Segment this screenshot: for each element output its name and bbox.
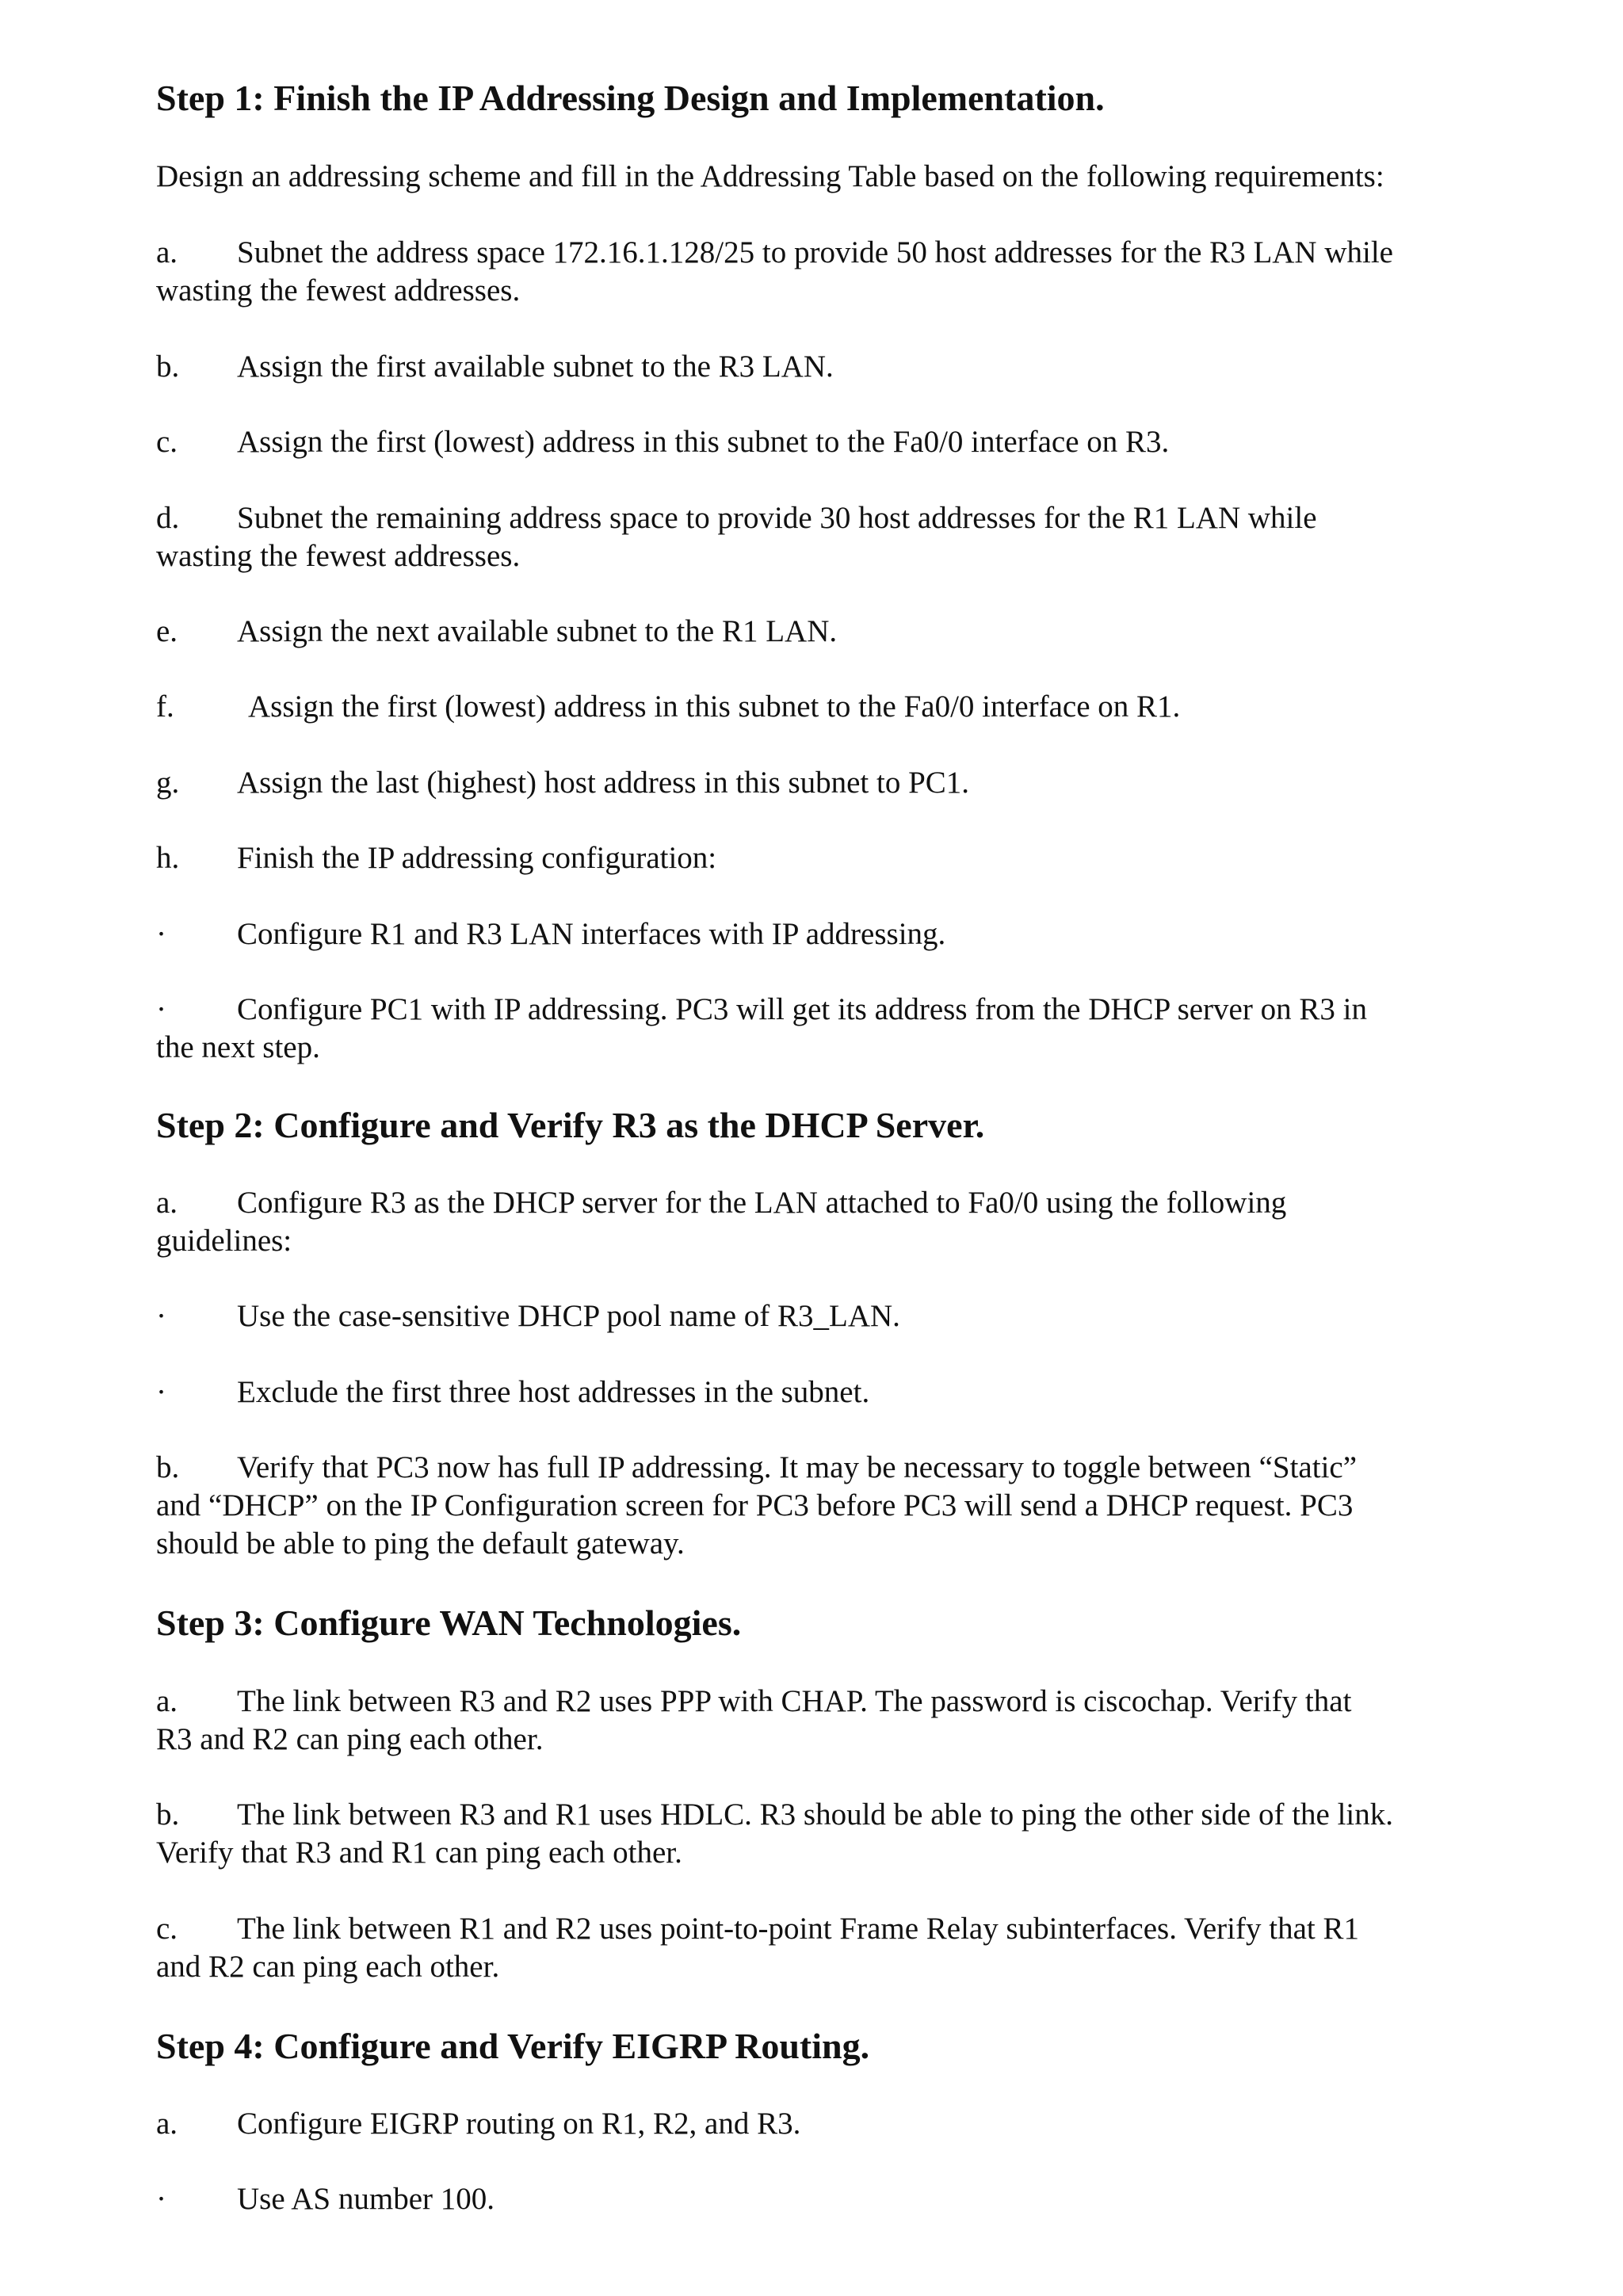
item-text: Use AS number 100. — [237, 2182, 495, 2216]
item-text: Configure R3 as the DHCP server for the LAN attached to Fa0/0 using the following — [237, 1186, 1287, 1220]
step1-item-a-cont: wasting the fewest addresses. — [156, 273, 521, 308]
bullet-marker: · — [156, 1375, 166, 1409]
item-marker: f. — [156, 690, 174, 724]
item-text: Subnet the remaining address space to provide 30 host addresses for the R1 LAN while — [237, 501, 1317, 535]
step1-item-h — [156, 839, 716, 877]
item-marker: e. — [156, 614, 178, 648]
step2-bullet-1 — [156, 1297, 900, 1335]
step1-item-d — [156, 499, 1317, 537]
step1-heading: Step 1: Finish the IP Addressing Design and Implementation. — [156, 78, 1105, 118]
item-text: Configure PC1 with IP addressing. PC3 will get its address from the DHCP server on R3 in — [237, 992, 1367, 1026]
step1-item-d-cont: wasting the fewest addresses. — [156, 539, 521, 573]
step2-item-b-cont-1: and “DHCP” on the IP Configuration screen for PC3 before PC3 will send a DHCP request. PC3 — [156, 1488, 1354, 1522]
step1-item-c — [156, 423, 1169, 461]
step3-item-b — [156, 1796, 1393, 1834]
step4-heading: Step 4: Configure and Verify EIGRP Routing. — [156, 2026, 870, 2066]
step1-bullet-2-cont: the next step. — [156, 1030, 320, 1064]
step1-item-f — [156, 688, 1180, 726]
item-marker: b. — [156, 350, 180, 384]
bullet-marker: · — [156, 917, 166, 951]
item-marker: c. — [156, 1912, 178, 1946]
item-text: The link between R1 and R2 uses point-to-point Frame Relay subinterfaces. Verify that R1 — [237, 1912, 1359, 1946]
item-text: Subnet the address space 172.16.1.128/25 to provide 50 host addresses for the R3 LAN while — [237, 235, 1393, 269]
item-text: Finish the IP addressing configuration: — [237, 841, 717, 875]
step4-bullet-1 — [156, 2180, 495, 2218]
step2-bullet-2 — [156, 1373, 869, 1412]
step4-item-a — [156, 2105, 800, 2143]
item-text: Assign the first available subnet to the R3 LAN. — [237, 350, 834, 384]
step2-item-b — [156, 1449, 1357, 1487]
item-text: Assign the first (lowest) address in this subnet to the Fa0/0 interface on R1. — [248, 690, 1181, 724]
item-text: Configure R1 and R3 LAN interfaces with IP addressing. — [237, 917, 946, 951]
item-marker: b. — [156, 1797, 180, 1832]
item-marker: c. — [156, 425, 178, 459]
item-marker: a. — [156, 1684, 178, 1718]
step1-item-g — [156, 764, 969, 802]
item-marker: g. — [156, 766, 180, 800]
step2-heading: Step 2: Configure and Verify R3 as the DHCP Server. — [156, 1105, 985, 1145]
step1-bullet-1 — [156, 915, 945, 953]
step3-item-c-cont: and R2 can ping each other. — [156, 1950, 500, 1984]
step1-bullet-2 — [156, 991, 1367, 1029]
item-text: Assign the first (lowest) address in this subnet to the Fa0/0 interface on R3. — [237, 425, 1170, 459]
item-marker: b. — [156, 1450, 180, 1484]
step1-item-e — [156, 613, 837, 651]
item-text: Configure EIGRP routing on R1, R2, and R3. — [237, 2107, 801, 2141]
item-marker: a. — [156, 1186, 178, 1220]
step3-item-b-cont: Verify that R3 and R1 can ping each other. — [156, 1836, 682, 1870]
step3-item-a-cont: R3 and R2 can ping each other. — [156, 1722, 544, 1756]
item-marker: a. — [156, 235, 178, 269]
item-text: Use the case-sensitive DHCP pool name of R3_LAN. — [237, 1299, 900, 1333]
step2-item-a — [156, 1184, 1286, 1222]
step2-item-b-cont-2: should be able to ping the default gateway. — [156, 1526, 685, 1561]
step3-item-c — [156, 1910, 1359, 1948]
item-text: Verify that PC3 now has full IP addressing. It may be necessary to toggle between “Static” — [237, 1450, 1358, 1484]
item-text: The link between R3 and R2 uses PPP with CHAP. The password is ciscochap. Verify that — [237, 1684, 1352, 1718]
bullet-marker: · — [156, 992, 166, 1026]
item-text: The link between R3 and R1 uses HDLC. R3 should be able to ping the other side of the link. — [237, 1797, 1394, 1832]
bullet-marker: · — [156, 2182, 166, 2216]
step3-item-a — [156, 1683, 1351, 1721]
item-marker: a. — [156, 2107, 178, 2141]
item-marker: d. — [156, 501, 180, 535]
item-text: Exclude the first three host addresses in the subnet. — [237, 1375, 870, 1409]
item-text: Assign the last (highest) host address in this subnet to PC1. — [237, 766, 970, 800]
step1-item-b — [156, 348, 834, 386]
step3-heading: Step 3: Configure WAN Technologies. — [156, 1603, 742, 1643]
item-text: Assign the next available subnet to the R1 LAN. — [237, 614, 838, 648]
step2-item-a-cont: guidelines: — [156, 1224, 292, 1258]
item-marker: h. — [156, 841, 180, 875]
step1-item-a — [156, 234, 1393, 272]
bullet-marker: · — [156, 1299, 166, 1333]
step1-intro: Design an addressing scheme and fill in the Addressing Table based on the following requirements: — [156, 159, 1384, 193]
